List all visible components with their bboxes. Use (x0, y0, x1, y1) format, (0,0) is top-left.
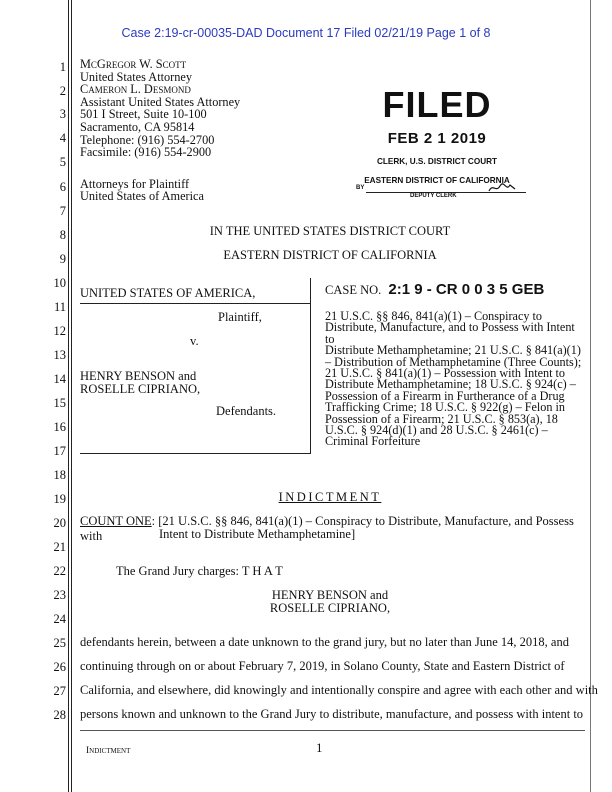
line-number: 3 (59, 107, 66, 121)
line-number: 11 (53, 300, 66, 314)
signature-icon (488, 181, 516, 199)
attorney-title: United States Attorney (80, 69, 193, 84)
line-number: 19 (53, 492, 66, 506)
line-number: 27 (53, 684, 66, 698)
line-number: 23 (53, 588, 66, 602)
line-number: 21 (53, 540, 66, 554)
document-title: INDICTMENT (278, 490, 382, 504)
line-number: 22 (53, 564, 66, 578)
defendant-name-centered: ROSELLE CIPRIANO, (269, 601, 391, 615)
defendant-role: Defendants. (216, 404, 277, 418)
attorney-block (80, 58, 240, 203)
address-line: 501 I Street, Suite 10-100 (80, 107, 207, 122)
defendant-name: ROSELLE CIPRIANO, (80, 382, 201, 396)
line-number: 4 (59, 131, 66, 145)
charge-line: Distribute Methamphetamine; 18 U.S.C. § 924(c) – (325, 377, 576, 392)
attorneys-for: Attorneys for Plaintiff (80, 176, 190, 191)
address-line: Sacramento, CA 95814 (80, 119, 195, 134)
line-number: 13 (53, 348, 66, 362)
charge-line: – Distribution of Methamphetamine (Three Counts); (325, 354, 582, 369)
filed-word: FILED (382, 84, 492, 125)
line-number: 2 (59, 84, 66, 98)
case-number: 2:1 9 - CR 0 0 3 5 GEB (388, 281, 545, 298)
left-margin-rule-inner (71, 0, 72, 792)
line-number: 16 (53, 420, 66, 434)
caption-bottom-rule (80, 453, 310, 454)
count-statute: : [21 U.S.C. §§ 846, 841(a)(1) – Conspiracy to Distribute, Manufacture, and Possess with (80, 514, 574, 543)
charge-line: Trafficking Crime; 18 U.S.C. § 922(g) – Felon in (325, 400, 566, 415)
clerk-line: CLERK, U.S. DISTRICT COURT (376, 157, 498, 166)
filed-date: FEB 2 1 2019 (387, 130, 487, 147)
case-label: CASE NO. (325, 283, 382, 297)
line-number: 6 (59, 180, 66, 194)
count-label: COUNT ONE (80, 514, 152, 528)
defendant-name-centered: HENRY BENSON and (271, 588, 389, 602)
body-text-line: persons known and unknown to the Grand Jury to distribute, manufacture, and possess with intent to (80, 707, 584, 721)
line-number: 12 (53, 324, 66, 338)
line-number: 24 (53, 612, 66, 626)
charge-line: Distribute Methamphetamine; 21 U.S.C. § 841(a)(1) (325, 343, 581, 358)
clerk-line: EASTERN DISTRICT OF CALIFORNIA (364, 176, 510, 185)
line-number: 15 (53, 396, 66, 410)
line-number: 10 (53, 276, 66, 290)
line-number: 20 (53, 516, 66, 530)
court-district: EASTERN DISTRICT OF CALIFORNIA (223, 248, 437, 262)
charge-line: U.S.C. § 924(d)(1) and 28 U.S.C. § 2461(c) – (325, 423, 548, 438)
caption-divider (310, 278, 311, 454)
represented-party: United States of America (80, 189, 204, 204)
line-number: 25 (53, 636, 66, 650)
deputy-clerk: DEPUTY CLERK (410, 193, 457, 199)
right-margin-rule (590, 0, 591, 792)
caption-bottom-rule (80, 303, 310, 304)
line-number: 28 (53, 708, 66, 722)
charge-line: 21 U.S.C. § 841(a)(1) – Possession with Intent to (325, 366, 566, 381)
case-number-line (325, 281, 544, 298)
charge-line: 21 U.S.C. §§ 846, 841(a)(1) – Conspiracy to (325, 309, 542, 323)
line-number: 9 (59, 252, 66, 266)
body-text-line: continuing through on or about February 7, 2019, in Solano County, State and Eastern District of (80, 659, 565, 673)
count-statute-continued: Intent to Distribute Methamphetamine] (159, 527, 356, 541)
left-margin-rule-outer (68, 0, 69, 792)
line-number: 1 (59, 60, 66, 74)
attorney-title: Assistant United States Attorney (80, 94, 241, 109)
line-number: 14 (53, 372, 66, 386)
telephone: Telephone: (916) 554-2700 (80, 132, 215, 147)
line-number: 17 (53, 444, 66, 458)
charge-line: Possession of a Firearm; 21 U.S.C. § 853(a), 18 (325, 411, 558, 426)
versus: v. (190, 334, 199, 348)
line-number: 7 (59, 204, 66, 218)
attorney-name: McGregor W. Scott (80, 57, 187, 71)
line-number: 8 (59, 228, 66, 242)
filed-stamp (346, 86, 528, 199)
line-number: 26 (53, 660, 66, 674)
charge-line: Possession of a Firearm in Furtherance of a Drug (325, 388, 565, 403)
page-number: 1 (316, 740, 323, 755)
body-text-line: defendants herein, between a date unknown to the grand jury, but no later than June 14, 2018, and (80, 635, 569, 649)
charge-line: Distribute, Manufacture, and to Possess with Intent to (325, 320, 575, 346)
filing-header-stamp: Case 2:19-cr-00035-DAD Document 17 Filed 02/21/19 Page 1 of 8 (121, 26, 491, 40)
court-name: IN THE UNITED STATES DISTRICT COURT (209, 224, 451, 238)
plaintiff-name: UNITED STATES OF AMERICA, (80, 286, 256, 300)
body-text-line: California, and elsewhere, did knowingly and intentionally conspire and agree with each other and with (80, 683, 598, 697)
plaintiff-role: Plaintiff, (218, 310, 262, 324)
charges-list (325, 311, 587, 448)
line-number: 18 (53, 468, 66, 482)
defendant-name: HENRY BENSON and (80, 369, 197, 383)
footer-rule (80, 730, 585, 731)
footer-label: Indictment (86, 746, 131, 756)
facsimile: Facsimile: (916) 554-2900 (80, 145, 212, 160)
by-label: BY (356, 185, 365, 191)
grand-jury-charges: The Grand Jury charges: T H A T (116, 564, 283, 578)
attorney-name: Cameron L. Desmond (80, 82, 191, 97)
line-number: 5 (59, 155, 66, 169)
charge-line: Criminal Forfeiture (325, 434, 421, 449)
